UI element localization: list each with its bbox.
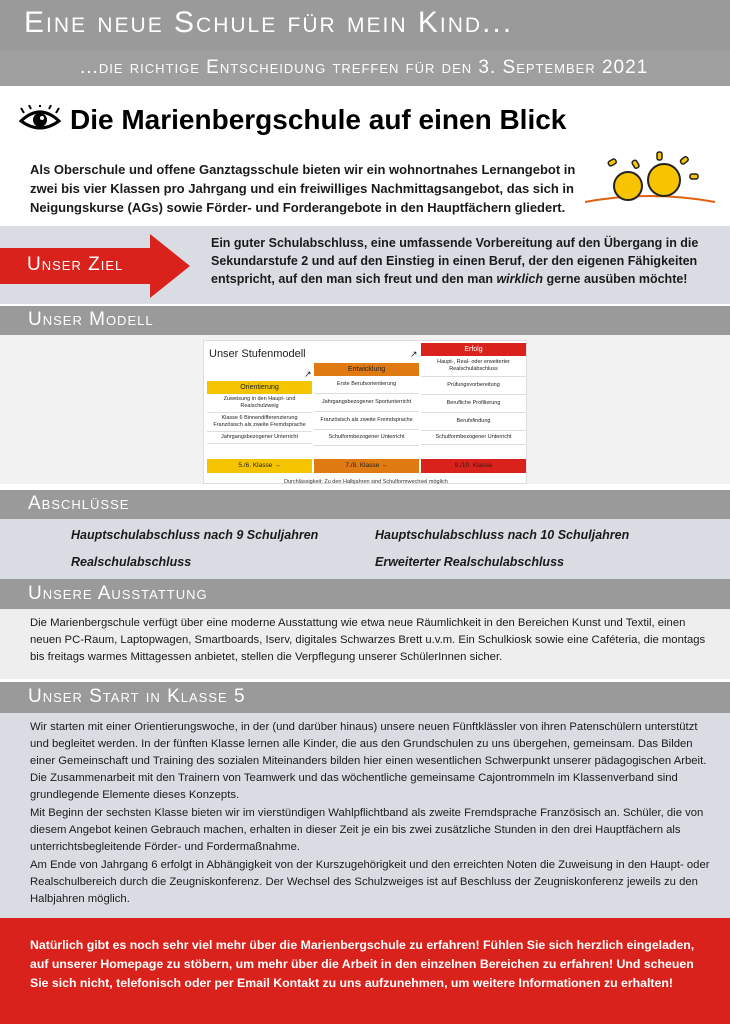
headline <box>18 104 566 136</box>
stufe-cell: Jahrgangsbezogener Sportunterricht <box>314 394 419 412</box>
ziel-label: Unser Ziel <box>27 254 124 275</box>
headline-title: Die Marienbergschule auf einen Blick <box>70 104 567 135</box>
stufe-cell: Schulformbezogener Unterricht <box>314 430 419 446</box>
eye-icon <box>18 105 62 135</box>
page-title-banner <box>0 0 730 50</box>
page-title: Eine neue Schule für mein Kind... <box>24 6 514 39</box>
stufe-orientierung <box>207 381 312 473</box>
section-heading-ausstattung: Unsere Ausstattung <box>0 579 730 609</box>
stufenmodell-note: Durchlässigkeit: Zu den Halbjahren sind Schulformwechsel möglich <box>284 479 448 485</box>
stufe-cell: Jahrgangsbezogener Unterricht <box>207 432 312 444</box>
section-heading-modell: Unser Modell <box>0 306 730 335</box>
stufe-cell: Berufliche Profilierung <box>421 395 526 413</box>
abschluss-item: Realschulabschluss <box>71 555 192 569</box>
ausstattung-text: Die Marienbergschule verfügt über eine moderne Ausstattung wie etwa neue Räumlichkeit in den Bereichen Kunst und Textil, einen neuen PC-Raum, Laptopwagen, Smartboards, Iserv, digitales Schwarzes Brett u.v.m. Ein Schulkiosk sowie eine Caféteria, die montags bis freitags warmes Mittagessen anbietet, stellen die Verpflegung unserer SchülerInnen sicher. <box>30 617 706 663</box>
start-paragraph-2: Mit Beginn der sechsten Klasse bieten wir im vierstündigen Wahlpflichtband als zweite Fremdsprache Französisch an. Schüler, die von diesem Angebot keinen Gebrauch machen, erhalten in dieser Zeit je ein bis zwei zusätzliche Stunden in den drei Hauptfächern als unterrichtsbegleitende Förder- und Fordermaßnahme. <box>30 807 704 853</box>
stufenmodell-chart <box>203 340 527 484</box>
stufe-cell: Erste Berufsorientierung <box>314 376 419 394</box>
stufe-footer: 9./10. Klasse <box>421 459 526 473</box>
stufe-cell: Schulformbezogener Unterricht <box>421 431 526 445</box>
stufe-header: Orientierung <box>207 381 312 394</box>
stufe-footer: 7./8. Klasse → <box>314 459 419 473</box>
ziel-text: Ein guter Schulabschluss, eine umfassende Vorbereitung auf den Übergang in die Sekundarstufe 2 und auf den Einstieg in einen Beruf, der den eigenen Fähigkeiten entspricht, auf den man sich freut und den man wirklich gerne ausüben möchte! <box>211 236 699 286</box>
footer-banner <box>0 918 730 1024</box>
abschluss-item: Hauptschulabschluss nach 9 Schuljahren <box>71 528 319 542</box>
page-subtitle-banner <box>0 50 730 86</box>
footer-text: Natürlich gibt es noch sehr viel mehr über die Marienbergschule zu erfahren! Fühlen Sie sich herzlich eingeladen, auf unserer Homepage zu stöbern, um mehr über die Arbeit in den einzelnen Bereichen zu erfahren! Und scheuen Sie sich nicht, telefonisch oder per Email Kontakt zu uns aufzunehmen, um weitere Informationen zu erhalten! <box>30 938 695 990</box>
section-heading-start: Unser Start in Klasse 5 <box>0 682 730 713</box>
start-paragraph-1: Wir starten mit einer Orientierungswoche, in der (und darüber hinaus) unsere neuen Fünftklässler von ihren Patenschülern unterstützt und begleitet werden. In der fünften Klasse lernen alle Kinder, die aus den Grundschulen zu uns übergehen, gemeinsam. Das Bilden einer Gemeinschaft und Training des sozialen Miteinanders bilden hier einen wesentlichen Schwerpunkt unserer pädagogischen Arbeit. Die Zusammenarbeit mit den Trainern von Teamwerk und das wöchentliche gemeinsame Cajontrommeln im Klassenverband sind grundlegende Elemente dieses Konzepts. <box>30 721 707 801</box>
arrow-up-right-icon: ↗ <box>410 349 418 359</box>
stufe-header: Erfolg <box>421 343 526 356</box>
sun-icon <box>580 150 720 210</box>
stufe-cell: Haupt-, Real- oder erweiterter Realschulabschluss <box>421 356 526 377</box>
stufe-cell: Französisch als zweite Fremdsprache <box>314 412 419 430</box>
arrow-up-right-icon: ↗ <box>304 369 312 379</box>
stufenmodell-title: Unser Stufenmodell <box>209 348 306 360</box>
stufe-cell: Berufsfindung <box>421 413 526 431</box>
stufe-cell: Zuweisung in den Haupt- und Realschulzweig <box>207 394 312 413</box>
stufe-header: Entwicklung <box>314 363 419 376</box>
section-heading-abschluesse: Abschlüsse <box>0 490 730 519</box>
intro-text: Als Oberschule und offene Ganztagsschule bieten wir ein wohnortnahes Lernangebot in zwei bis vier Klassen pro Jahrgang und ein freiwilliges Nachmittagsangebot, das sich in Neigungskurse (AGs) sowie Förder- und Forderangebote in den Hauptfächern gliedert. <box>30 162 576 215</box>
stufe-cell: Prüfungsvorbereitung <box>421 377 526 395</box>
stufe-entwicklung <box>314 363 419 473</box>
stufe-erfolg <box>421 343 526 473</box>
ziel-emphasis: wirklich <box>496 272 543 286</box>
abschluss-item: Erweiterter Realschulabschluss <box>375 555 564 569</box>
page-subtitle: ...die richtige Entscheidung treffen für den 3. September 2021 <box>80 57 649 78</box>
stufe-cell: Klasse 6 Binnendifferenzierung Französisch als zweite Fremdsprache <box>207 413 312 432</box>
start-paragraph-3: Am Ende von Jahrgang 6 erfolgt in Abhängigkeit von der Kurszugehörigkeit und den erreichten Noten die Zuweisung in den Haupt- oder Realschulbereich durch die Zeugniskonferenz. Der Wechsel des Schulzweiges ist auf Beschluss der Zeugniskonferenz jeweils zu den Halbjahren möglich. <box>30 859 710 905</box>
abschluss-item: Hauptschulabschluss nach 10 Schuljahren <box>375 528 630 542</box>
stufe-footer: 5./6. Klasse → <box>207 459 312 473</box>
